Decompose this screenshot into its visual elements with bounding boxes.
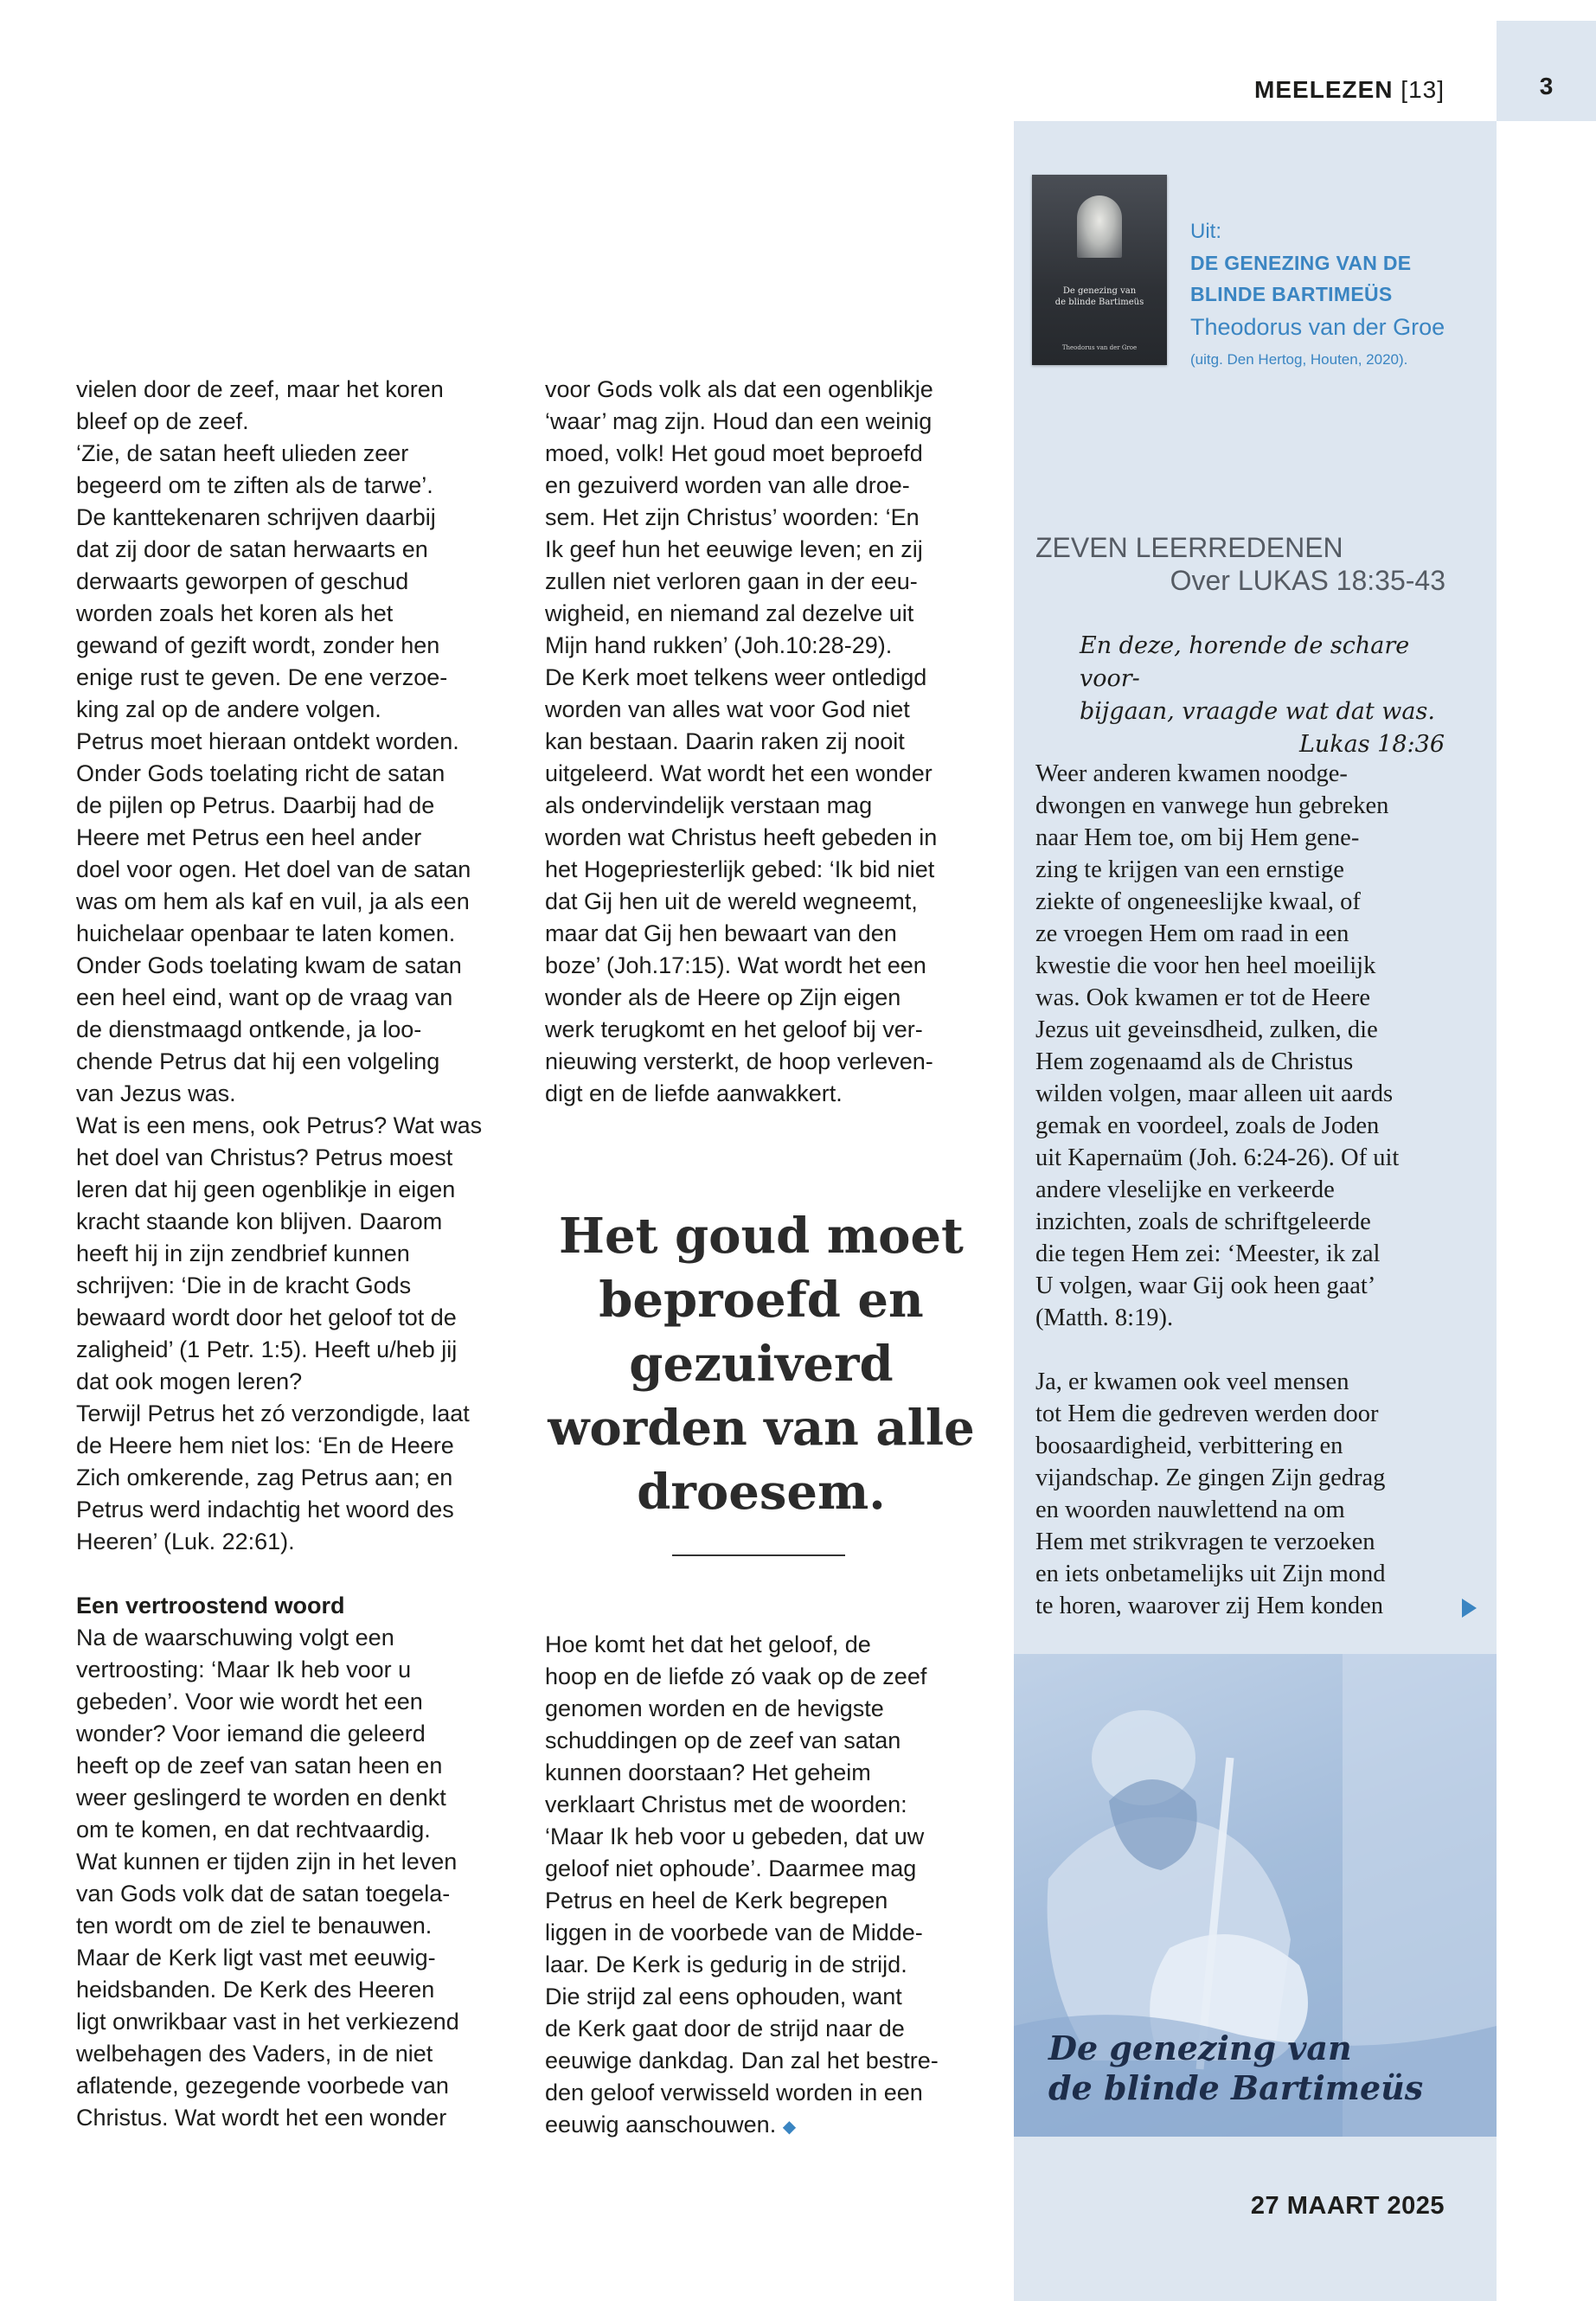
sidebar-text (1035, 758, 1449, 1622)
section-title: MEELEZEN (1254, 76, 1394, 103)
pull-quote-divider (672, 1554, 845, 1556)
book-publisher: (uitg. Den Hertog, Houten, 2020). (1190, 351, 1408, 368)
series-subtitle: Over LUKAS 18:35-43 (1170, 565, 1445, 596)
page-number: 3 (1539, 73, 1554, 99)
issue-number: [13] (1401, 76, 1445, 103)
verse-text: En deze, horende de schare voor- bijgaan, vraagde wat dat was. (1080, 632, 1435, 725)
body-paragraph: vielen door de zeef, maar het koren bleef op de zeef. ‘Zie, de satan heeft ulieden zeer begeerd om te ziften als de tarwe’. De kanttekenaren schrijven daarbij dat zij door de satan herwaarts en derwaarts geworpen of geschud worden zoals het koren als het gewand of gezift wordt, zonder hen enige rust te geven. De ene verzoe- king zal op de andere volgen. Petrus moet hieraan ontdekt worden. Onder Gods toelating richt de satan de pijlen op Petrus. Daarbij had de Heere met Petrus een heel ander doel voor ogen. Het doel van de satan was om hem als kaf en vuil, ja als een huichelaar openbaar te laten komen. Onder Gods toelating kwam de satan een heel eind, want op de vraag van de dienstmaagd ontkende, ja loo- chende Petrus dat hij een volgeling van Jezus was. Wat is een mens, ook Petrus? Wat was het doel van Christus? Petrus moest leren dat hij geen ogenblikje in eigen kracht staande kon blijven. Daarom heeft hij in zijn zendbrief kunnen schrijven: ‘Die in de kracht Gods bewaard wordt door het geloof tot de zaligheid’ (1 Petr. 1:5). Heeft u/heb jij dat ook mogen leren? Terwijl Petrus het zó verzondigde, laat de Heere hem niet los: ‘En de Heere Zich omkerende, zag Petrus aan; en Petrus werd indachtig het woord des Heeren’ (Luk. 22:61). (76, 376, 483, 1554)
end-diamond-icon: ◆ (782, 2118, 797, 2137)
article-column-1 (76, 374, 526, 2134)
article-column-2 (545, 374, 986, 1110)
book-author: Theodorus van der Groe (1190, 314, 1445, 340)
bible-verse (1080, 630, 1445, 761)
sermon-series-label (1035, 531, 1445, 597)
article-column-2-continued (545, 1629, 986, 2144)
cover-title: De genezing van de blinde Bartimeüs (1054, 286, 1144, 307)
book-from-label: Uit: (1190, 220, 1221, 243)
body-paragraph (545, 1629, 986, 2144)
book-title-line-2: BLINDE BARTIMEÜS (1190, 283, 1393, 305)
series-title: ZEVEN LEERREDENEN (1035, 532, 1343, 563)
illustration-caption: De genezing van de blinde Bartimeüs (1048, 2029, 1424, 2107)
cover-author: Theodorus van der Groe (1061, 344, 1138, 351)
book-title-line-1: DE GENEZING VAN DE (1190, 252, 1412, 274)
body-paragraph: voor Gods volk als dat een ogenblikje ‘waar’ mag zijn. Houd dan een weinig moed, volk! Het goud moet beproefd en gezuiverd worden van alle droe- sem. Het zijn Christus’ woorden: ‘En Ik geef hun het eeuwige leven; en zij zullen niet verloren gaan in der eeu- wigheid, en niemand zal dezelve uit Mijn hand rukken’ (Joh.10:28-29). De Kerk moet telkens weer ontledigd worden van alles wat voor God niet kan bestaan. Daarin raken zij nooit uitgeleerd. Wat wordt het een wonder als ondervindelijk verstaan mag worden wat Christus heeft gebeden in het Hogepriesterlijk gebed: ‘Ik bid niet dat Gij hen uit de wereld wegneemt, maar dat Gij hen bewaart van den boze’ (Joh.17:15). Wat wordt het een wonder als de Heere op Zijn eigen werk terugkomt en het geloof bij ver- nieuwing versterkt, de hoop verleven- digt en de liefde aanwakkert. (545, 376, 938, 1106)
verse-reference: Lukas 18:36 (1298, 731, 1445, 758)
continue-arrow-icon (1462, 1599, 1477, 1618)
section-header (1254, 76, 1445, 104)
sidebar-paragraph: Weer anderen kwamen noodge- dwongen en vanwege hun gebreken naar Hem toe, om bij Hem gene- zing te krijgen van een ernstige ziekte of ongeneeslijke kwaal, of ze vroegen Hem om raad in een kwestie die voor hen heel moeilijk was. Ook kwamen er tot de Heere Jezus uit geveinsdheid, zulken, die Hem zogenaamd als de Christus wilden volgen, maar alleen uit aards gemak en voordeel, zoals de Joden uit Kapernaüm (Joh. 6:24-26). Of uit andere vleselijke en verkeerde inzichten, zoals de schriftgeleerde die tegen Hem zei: ‘Meester, ik zal U volgen, waar Gij ook heen gaat’ (Matth. 8:19). (1035, 760, 1400, 1331)
book-info (1190, 216, 1476, 375)
issue-date: 27 MAART 2025 (1250, 2192, 1445, 2220)
cover-window-illustration (1077, 195, 1122, 258)
pull-quote: Het goud moet beproefd en gezuiverd worden van alle droesem. (548, 1208, 975, 1521)
book-cover-image (1032, 175, 1167, 365)
page-number-tab (1497, 21, 1596, 121)
sidebar-paragraph: Ja, er kwamen ook veel mensen tot Hem die gedreven werden door boosaardigheid, verbittering en vijandschap. Ze gingen Zijn gedrag en woorden nauwlettend na om Hem met strikvragen te verzoeken en iets onbetamelijks uit Zijn mond te horen, waarover zij Hem konden (1035, 1368, 1386, 1619)
subheading: Een vertroostend woord (76, 1593, 345, 1618)
closing-paragraph-text: Hoe komt het dat het geloof, de hoop en de liefde zó vaak op de zeef genomen worden en de hevigste schuddingen op de zeef van satan kunnen doorstaan? Het geheim verklaart Christus met de woorden: ‘Maar Ik heb voor u gebeden, dat uw geloof niet ophoude’. Daarmee mag Petrus en heel de Kerk begrepen liggen in de voorbede van de Midde- laar. De Kerk is gedurig in de strijd. Die strijd zal eens ophouden, want de Kerk gaat door de strijd naar de eeuwige dankdag. Dan zal het bestre- den geloof verwisseld worden in een eeuwig aanschouwen. (545, 1631, 939, 2138)
body-paragraph: Na de waarschuwing volgt een vertroosting: ‘Maar Ik heb voor u gebeden’. Voor wie wordt het een wonder? Voor iemand die geleerd heeft op de zeef van satan heen en weer geslingerd te worden en denkt om te komen, en dat rechtvaardig. Wat kunnen er tijden zijn in het leven van Gods volk dat de satan toegela- ten wordt om de ziel te benauwen. Maar de Kerk ligt vast met eeuwig- heidsbanden. De Kerk des Heeren ligt onwrikbaar vast in het verkiezend welbehagen des Vaders, in de niet aflatende, gezegende voorbede van Christus. Wat wordt het een wonder (76, 1625, 459, 2131)
